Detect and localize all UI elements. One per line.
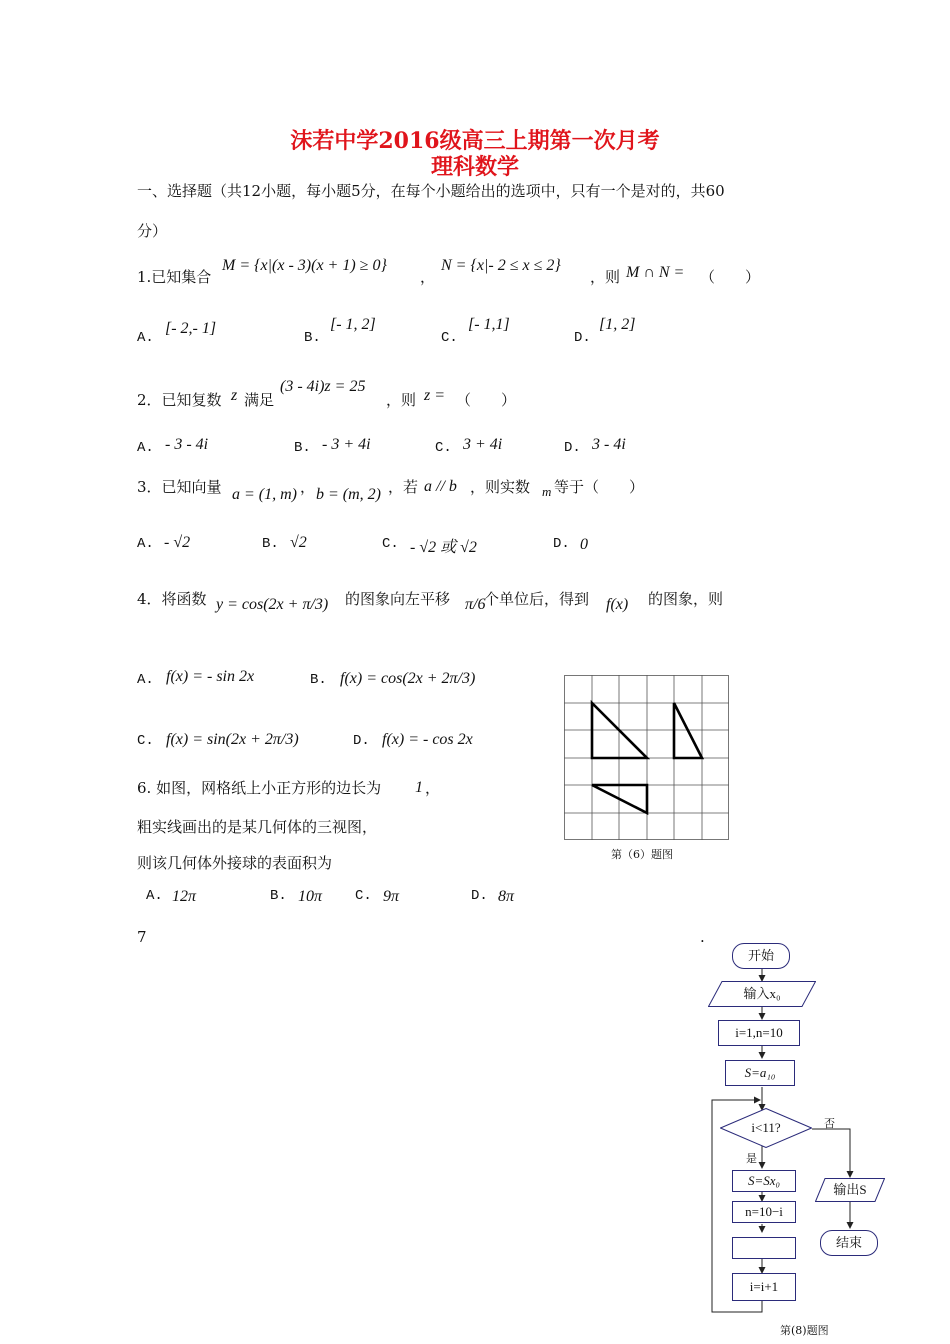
q6-option-a: 12π [172,888,197,905]
q4-option-a-label: A. [137,672,154,688]
q2-suffix: ，则 [386,391,417,409]
q4-option-c-label: C. [137,733,154,749]
q2-option-b: - 3 + 4i [322,436,371,453]
q6-option-d: 8π [498,888,515,905]
q6-line2: 粗实线画出的是某几何体的三视图， [137,818,378,836]
q4-prefix: 4．将函数 [137,590,207,608]
q3-m: m [542,484,552,499]
input-label: 输入x₀ [743,986,781,1001]
flowchart-no-label: 否 [824,1117,835,1130]
flowchart-yes-label: 是 [746,1152,757,1165]
q4-shift: π/6 [465,596,486,613]
q2-equation: (3 - 4i)z = 25 [280,378,366,395]
flowchart-init: i=1,n=10 [718,1020,800,1046]
side-view-triangle [674,703,702,758]
q1-prefix: 1.已知集合 [137,268,212,286]
q3-option-b-label: B. [262,536,279,552]
section-heading: 一、选择题（共12小题，每小题5分，在每个小题给出的选项中，只有一个是对的，共60 [137,182,725,200]
q3-option-a: - √2 [164,534,191,551]
q7-dot: . [700,928,705,946]
q2-option-a-label: A. [137,440,154,456]
flowchart-step-s: S=Sx₀ [732,1170,796,1192]
q1-paren: （ ） [700,268,761,286]
flowchart-assign-s: S=a₁₀ [725,1060,795,1086]
q3-option-b: √2 [290,534,307,551]
three-view-figure [564,675,730,841]
q6-option-a-label: A. [146,888,163,904]
q3-option-c: - √2 或 √2 [410,539,477,556]
q2-prefix: 2．已知复数 [137,391,222,409]
q2-mid: 满足 [244,391,275,409]
q7-number: 7 [137,928,147,946]
q2-option-a: - 3 - 4i [165,436,209,453]
q6-option-b: 10π [298,888,323,905]
flowchart-step-blank [732,1237,796,1259]
front-view-triangle [592,703,647,758]
q4-suffix: 的图象，则 [648,590,724,608]
q1-option-b-label: B. [304,330,321,346]
q3-if: ，若 [388,478,419,496]
q6-comma: ， [425,779,441,797]
q1-comma: ， [420,268,436,286]
q1-set-n: N = {x|- 2 ≤ x ≤ 2} [441,257,561,274]
q6-figure-caption: 第（6）题图 [611,848,673,861]
q6-unit: 1 [415,779,423,796]
q4-fx: f(x) [606,596,629,613]
q6-option-c: 9π [383,888,400,905]
output-label: 输出S [833,1182,867,1197]
q4-option-d-label: D. [353,733,370,749]
q1-option-a-label: A. [137,330,154,346]
q4-option-b: f(x) = cos(2x + 2π/3) [340,670,476,687]
q6-line1: 6. 如图，网格纸上小正方形的边长为 [137,779,382,797]
q1-suffix: ，则 [590,268,621,286]
q2-option-b-label: B. [294,440,311,456]
q6-line3: 则该几何体外接球的表面积为 [137,854,333,872]
q2-option-c: 3 + 4i [463,436,503,453]
top-view-triangle [592,785,647,813]
q6-option-b-label: B. [270,888,287,904]
q3-option-d: 0 [580,536,588,553]
q4-option-a: f(x) = - sin 2x [166,668,255,685]
q2-z: z [231,387,238,404]
q3-option-d-label: D. [553,536,570,552]
section-heading-cont: 分） [137,222,168,240]
q2-option-c-label: C. [435,440,452,456]
q4-option-d: f(x) = - cos 2x [382,731,473,748]
q3-parallel: a // b [424,478,457,495]
q1-set-m: M = {x|(x - 3)(x + 1) ≥ 0} [222,257,387,274]
flowchart-start: 开始 [732,943,790,969]
q3-comma: ， [300,478,316,496]
q1-expr: M ∩ N = [626,264,685,281]
q4-option-c: f(x) = sin(2x + 2π/3) [166,731,299,748]
flowchart-end: 结束 [820,1230,878,1256]
q1-option-c: [- 1,1] [468,316,510,333]
q4-mid: 的图象向左平移 [345,590,451,608]
q3-then: ，则实数 [470,478,531,496]
flowchart-output [815,1178,885,1202]
q3-vector-a: a = (1, m) [232,486,298,503]
q2-paren: （ ） [456,391,517,409]
q3-option-c-label: C. [382,536,399,552]
flowchart-input [708,981,816,1007]
flowchart-caption: 第(8)题图 [780,1324,829,1337]
q6-option-c-label: C. [355,888,372,904]
q1-option-b: [- 1, 2] [330,316,376,333]
q3-equals: 等于（ ） [554,478,645,496]
flowchart-step-n: n=10−i [732,1201,796,1223]
q3-prefix: 3．已知向量 [137,478,222,496]
q1-option-c-label: C. [441,330,458,346]
q2-option-d: 3 - 4i [592,436,626,453]
q2-option-d-label: D. [564,440,581,456]
q4-option-b-label: B. [310,672,327,688]
q4-mid2: 个单位后，得到 [484,590,590,608]
condition-label: i<11? [751,1120,781,1135]
q3-vector-b: b = (m, 2) [316,486,382,503]
flowchart-condition [720,1108,812,1148]
q1-option-a: [- 2,- 1] [165,320,217,337]
q1-option-d-label: D. [574,330,591,346]
q3-option-a-label: A. [137,536,154,552]
q1-option-d: [1, 2] [599,316,636,333]
q2-ask: z = [424,387,446,404]
q4-function: y = cos(2x + π/3) [216,596,329,613]
page-title: 沫若中学2016级高三上期第一次月考 [290,128,660,154]
q6-option-d-label: D. [471,888,488,904]
flowchart-step-i: i=i+1 [732,1273,796,1301]
page-subtitle: 理科数学 [430,154,519,180]
